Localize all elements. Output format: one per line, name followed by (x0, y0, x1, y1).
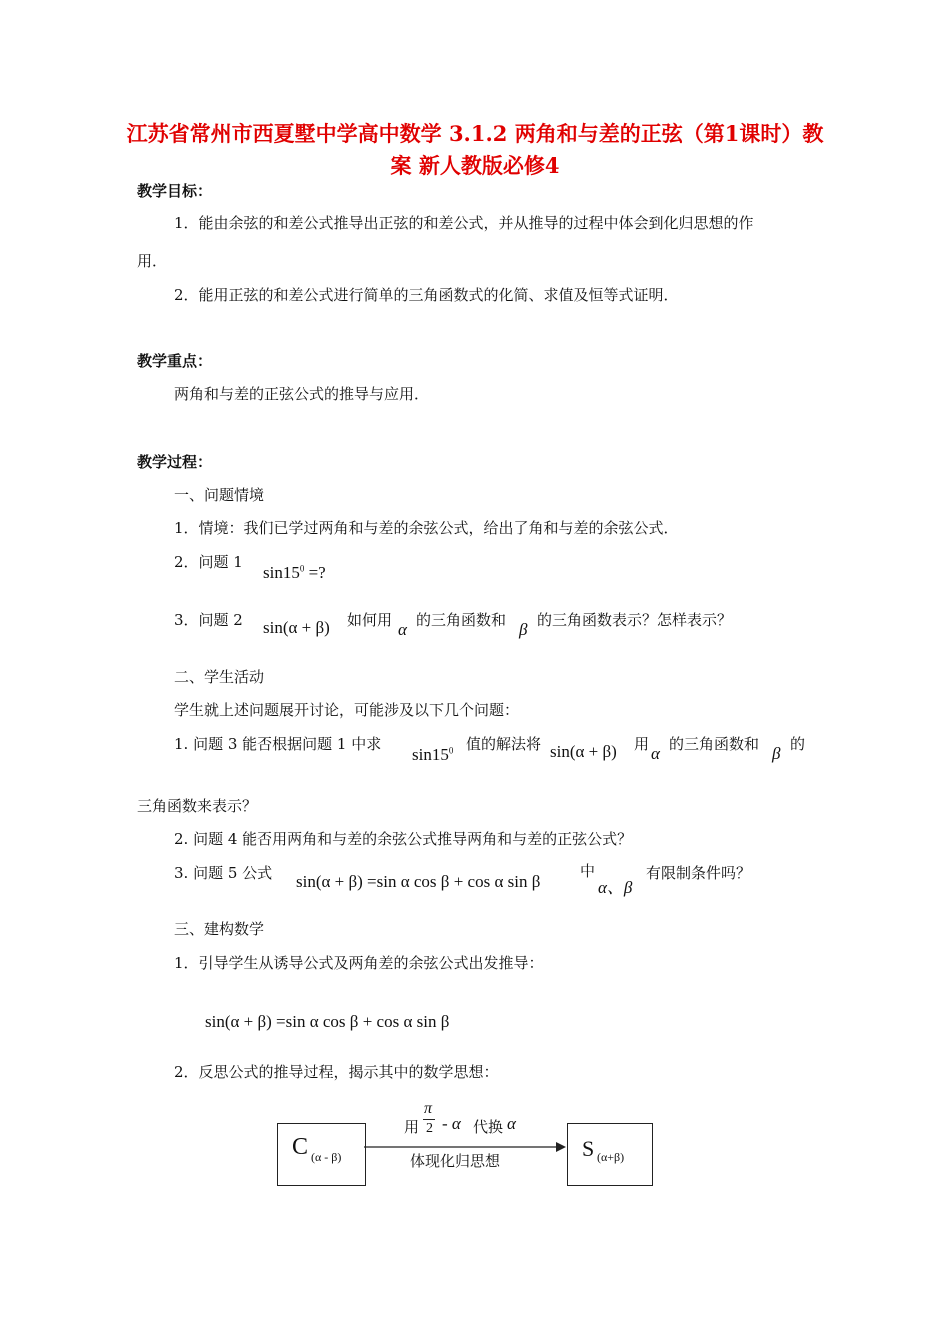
cosine-symbol: C (292, 1134, 309, 1160)
document-title: 江苏省常州市西夏墅中学高中数学 3.1.2 两角和与差的正弦（第1课时）教案 新人教版必修4 (126, 121, 824, 178)
question-5-text-1: 中 (580, 862, 596, 880)
question-3-label: 1. 问题 3 能否根据问题 1 中求 (174, 735, 382, 753)
question-3-text-3: 的三角函数和 (669, 735, 760, 753)
question-5-formula: sin(α + β) =sin α cos β + cos α sin β (296, 872, 541, 891)
question-5-label: 3. 问题 5 公式 (174, 864, 273, 882)
arrow-label-bottom: 体现化归思想 (410, 1152, 501, 1170)
question-1-label: 2．问题 1 (174, 553, 243, 571)
fraction-bar (423, 1119, 435, 1120)
alpha-symbol: α (651, 744, 660, 763)
section-3-heading: 三、建构数学 (174, 920, 265, 938)
pi-symbol: π (424, 1100, 433, 1117)
sine-subscript: (α+β) (597, 1150, 625, 1164)
question-4: 2. 问题 4 能否用两角和与差的余弦公式推导两角和与差的正弦公式？ (174, 830, 633, 848)
sine-sum-box (567, 1123, 653, 1186)
question-2-text-1: 如何用 (347, 611, 393, 629)
alpha-beta-symbols: α、β (598, 878, 633, 897)
beta-symbol: β (772, 744, 781, 763)
cosine-subscript: (α - β) (311, 1150, 342, 1164)
question-5-text-2: 有限制条件吗？ (646, 864, 752, 882)
fraction-denominator: 2 (426, 1121, 433, 1136)
arrow-label-replace: 代换 (473, 1118, 504, 1136)
cosine-difference-box (277, 1123, 366, 1186)
sine-sum-formula: sin(α + β) =sin α cos β + cos α sin β (205, 1012, 450, 1031)
alpha-symbol: α (398, 620, 407, 639)
question-3-formula-2: sin(α + β) (550, 742, 617, 761)
section-2-heading: 二、学生活动 (174, 668, 265, 686)
question-3-text-1: 值的解法将 (466, 735, 542, 753)
focus-heading: 教学重点： (137, 352, 213, 370)
minus-alpha: - α (442, 1114, 461, 1133)
objective-1-line-2: 用． (137, 252, 168, 270)
objective-2: 2．能用正弦的和差公式进行简单的三角函数式的化简、求值及恒等式证明． (174, 286, 679, 304)
question-3-text-2: 用 (634, 735, 650, 753)
question-2-text-3: 的三角函数表示？怎样表示？ (537, 611, 733, 629)
reflection-text: 2．反思公式的推导过程，揭示其中的数学思想： (174, 1063, 499, 1081)
question-3-formula-1: $\sin 15^0$ (412, 745, 454, 764)
alpha-symbol: α (507, 1114, 516, 1133)
focus-text: 两角和与差的正弦公式的推导与应用． (174, 385, 430, 403)
beta-symbol: β (519, 620, 528, 639)
question-3-continuation: 三角函数来表示？ (137, 797, 258, 815)
discussion-text: 学生就上述问题展开讨论，可能涉及以下几个问题： (174, 701, 520, 719)
derivation-intro: 1．引导学生从诱导公式及两角差的余弦公式出发推导： (174, 954, 544, 972)
arrow-label-use: 用 (404, 1118, 420, 1136)
objectives-heading: 教学目标： (137, 182, 213, 200)
question-2-formula: sin(α + β) (263, 618, 330, 637)
process-heading: 教学过程： (137, 453, 213, 471)
question-3-text-4: 的 (790, 735, 806, 753)
objective-1-line-1: 1．能由余弦的和差公式推导出正弦的和差公式，并从推导的过程中体会到化归思想的作 (174, 214, 754, 232)
section-1-heading: 一、问题情境 (174, 486, 265, 504)
situation-text: 1．情境：我们已学过两角和与差的余弦公式，给出了角和与差的余弦公式． (174, 519, 679, 537)
question-1-formula: $\sin 15^0$ =? (263, 563, 326, 582)
question-2-label: 3．问题 2 (174, 611, 243, 629)
question-2-text-2: 的三角函数和 (416, 611, 507, 629)
sine-symbol: S (582, 1136, 595, 1161)
